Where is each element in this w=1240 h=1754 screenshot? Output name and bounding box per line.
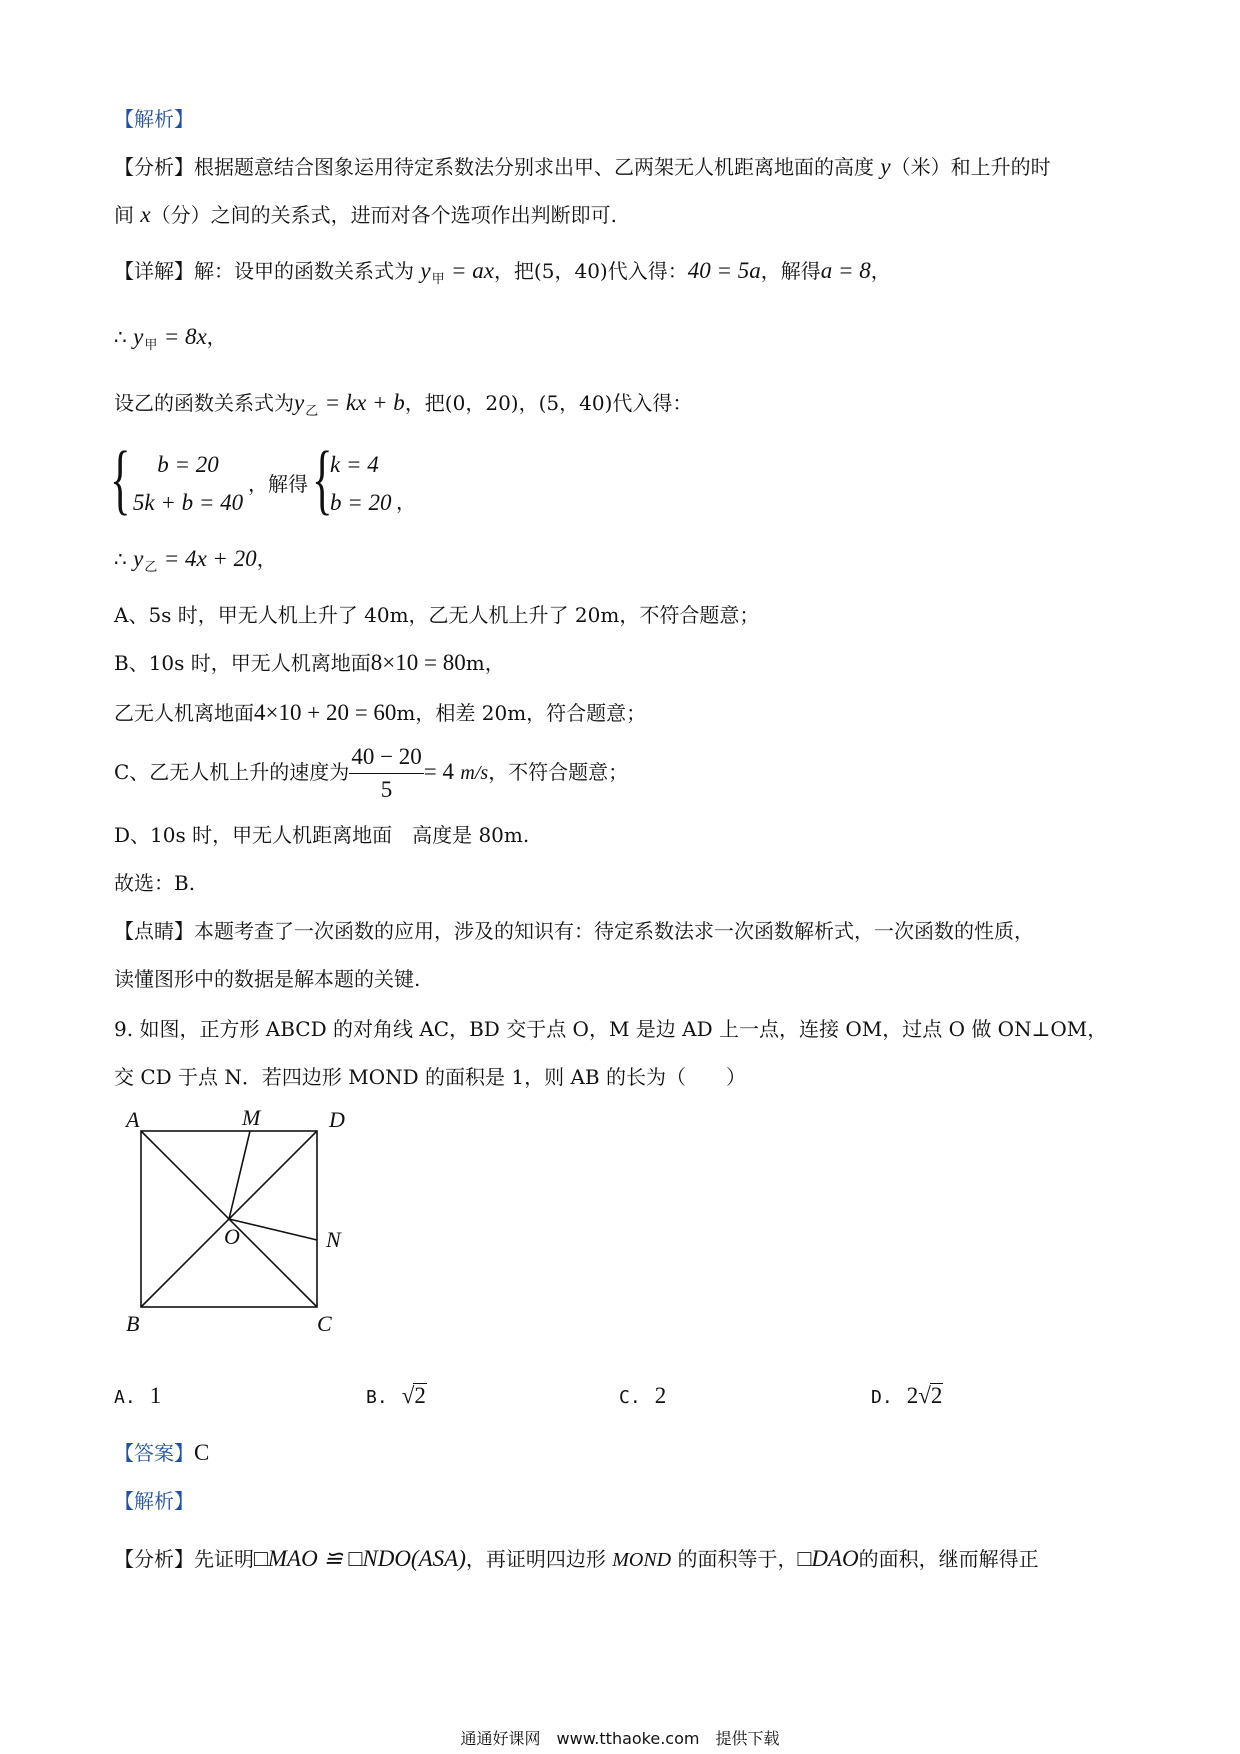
equation: = 8x xyxy=(163,324,207,349)
var-y-jia xyxy=(420,258,445,286)
analysis-text: 的面积，继而解得正 xyxy=(858,1547,1039,1571)
result-line-yi xyxy=(114,544,277,583)
subscript-yi: 乙 xyxy=(144,560,158,575)
fraction xyxy=(349,741,423,806)
set-yi-line xyxy=(114,388,692,427)
solution-row-1: k = 4 xyxy=(330,452,379,477)
choice-value: 2 xyxy=(654,1383,667,1408)
tag-daan: 【答案】 xyxy=(114,1441,194,1465)
detail-text: 设乙的函数关系式为 xyxy=(114,391,294,415)
label-m: M xyxy=(242,1105,261,1130)
analysis-paragraph-line-1 xyxy=(114,152,1051,182)
tag-fenxi: 【分析】 xyxy=(114,155,194,179)
option-c-analysis xyxy=(114,740,628,806)
label-o: O xyxy=(224,1224,240,1249)
label-c: C xyxy=(317,1311,332,1336)
tag-dianjing: 【点睛】 xyxy=(114,919,194,943)
detail-text: B、10s 时，甲无人机离地面 xyxy=(114,651,371,675)
quadrilateral-name: MOND xyxy=(612,1549,672,1571)
equation: 8×10 = 80 xyxy=(370,650,466,675)
subscript-yi: 乙 xyxy=(305,404,319,419)
analysis-text: （米）和上升的时 xyxy=(890,155,1051,179)
equation: 4×10 + 20 = 60 xyxy=(254,700,397,725)
choice-d[interactable] xyxy=(871,1383,943,1409)
system-row-1: b = 20 xyxy=(157,452,219,477)
analysis-text: （分）之间的关系式，进而对各个选项作出判断即可. xyxy=(150,203,617,227)
section-analysis-heading xyxy=(114,104,194,134)
choice-value: 1 xyxy=(149,1383,162,1408)
analysis-paragraph-line-2 xyxy=(114,200,617,230)
equation: 40 = 5a xyxy=(687,258,761,283)
radicand: 2 xyxy=(930,1383,943,1408)
detail-text: m，相差 20m，符合题意； xyxy=(396,701,647,725)
detail-text: ，把(5，40)代入得： xyxy=(493,259,688,283)
detail-text: 解：设甲的函数关系式为 xyxy=(194,259,414,283)
option-a-analysis: A、5s 时，甲无人机上升了 40m，乙无人机上升了 20m，不符合题意； xyxy=(114,603,760,627)
equation: = ax xyxy=(450,258,494,283)
choice-label: B. xyxy=(366,1387,388,1408)
segment-on xyxy=(229,1219,317,1240)
unit: m/s xyxy=(460,762,489,784)
subscript-jia: 甲 xyxy=(144,338,158,353)
fraction-denominator: 5 xyxy=(380,777,393,802)
tag-xiangjie: 【详解】 xyxy=(114,259,194,283)
question-9-line-1: 9. 如图，正方形 ABCD 的对角线 AC，BD 交于点 O，M 是边 AD 上一点，连接 OM，过点 O 做 ON⊥OM， xyxy=(114,1017,1108,1041)
choice-b[interactable] xyxy=(366,1383,427,1409)
therefore-symbol: ∴ xyxy=(114,547,127,571)
var-y: y xyxy=(880,154,891,179)
section-analysis-heading-2 xyxy=(114,1486,194,1516)
choice-label: A. xyxy=(114,1387,136,1408)
var-y: y xyxy=(133,324,144,349)
option-d-analysis: D、10s 时，甲无人机距离地面 高度是 80m. xyxy=(114,823,530,847)
punctuation: ， xyxy=(870,259,891,283)
equation: = kx + b xyxy=(324,390,405,415)
sqrt-expression: 2√2 xyxy=(906,1383,943,1408)
tag-fenxi: 【分析】 xyxy=(114,1547,194,1571)
left-brace: { xyxy=(110,435,131,522)
system-row-2: 5k + b = 40 xyxy=(132,490,244,515)
var-x: x xyxy=(140,202,151,227)
var-y: y xyxy=(420,258,431,283)
tag-jiexi: 【解析】 xyxy=(114,1489,194,1513)
equation: a = 8 xyxy=(820,258,871,283)
equation: = 4 xyxy=(423,759,455,784)
point-text: 本题考查了一次函数的应用，涉及的知识有：待定系数法求一次函数解析式，一次函数的性质， xyxy=(194,919,1034,943)
subscript-jia: 甲 xyxy=(431,271,445,286)
equation: □DAO xyxy=(797,1546,859,1571)
choice-line: 故选：B. xyxy=(114,871,196,895)
punctuation: ， xyxy=(256,547,277,571)
fraction-numerator: 40 − 20 xyxy=(349,741,423,774)
square-figure xyxy=(100,1105,380,1345)
point-line-1 xyxy=(114,916,1034,946)
analysis-text: 根据题意结合图象运用待定系数法分别求出甲、乙两架无人机距离地面的高度 xyxy=(194,155,874,179)
left-brace: { xyxy=(312,435,333,522)
label-b: B xyxy=(126,1311,140,1336)
var-y: y xyxy=(133,546,144,571)
option-b-analysis-1 xyxy=(114,648,505,678)
answer-line xyxy=(114,1438,209,1468)
tag-jiexi: 【解析】 xyxy=(114,107,194,131)
var-y: y xyxy=(294,390,305,415)
choice-a[interactable] xyxy=(114,1383,161,1409)
analysis-text: 先证明 xyxy=(194,1547,254,1571)
point-line-2: 读懂图形中的数据是解本题的关键. xyxy=(114,967,421,991)
analysis-text: 的面积等于， xyxy=(677,1547,798,1571)
label-n: N xyxy=(326,1227,341,1252)
punctuation: ， xyxy=(206,325,227,349)
detail-text: 乙无人机离地面 xyxy=(114,701,254,725)
solve-text: ，解得 xyxy=(248,472,308,496)
detail-text: ，解得 xyxy=(760,259,821,283)
segment-om xyxy=(229,1131,250,1219)
therefore-symbol: ∴ xyxy=(114,325,127,349)
choice-c[interactable] xyxy=(619,1383,666,1409)
detail-text: C、乙无人机上升的速度为 xyxy=(114,760,350,784)
label-a: A xyxy=(126,1107,140,1132)
analysis-text: ，再证明四边形 xyxy=(465,1547,606,1571)
analysis-text: 间 xyxy=(114,203,134,227)
choice-label: D. xyxy=(871,1387,893,1408)
option-b-analysis-2 xyxy=(114,698,646,728)
detail-line-1 xyxy=(114,256,891,294)
analysis-2-line xyxy=(114,1544,1039,1575)
equation: □MAO ≌ □NDO(ASA) xyxy=(254,1546,466,1571)
radicand: 2 xyxy=(414,1383,426,1408)
result-line-jia xyxy=(114,322,227,361)
coefficient: 2 xyxy=(906,1383,919,1408)
sqrt-expression: √2 xyxy=(401,1383,426,1408)
detail-text: ，不符合题意； xyxy=(488,760,629,784)
answer-value: C xyxy=(194,1440,210,1465)
detail-text: m， xyxy=(465,651,505,675)
solution-row-2: b = 20 xyxy=(330,490,392,515)
choice-label: C. xyxy=(619,1387,641,1408)
label-d: D xyxy=(329,1107,345,1132)
punctuation: ， xyxy=(396,490,416,514)
detail-text: ，把(0，20)，(5，40)代入得： xyxy=(404,391,693,415)
equation: = 4x + 20 xyxy=(163,546,257,571)
question-9-line-2: 交 CD 于点 N．若四边形 MOND 的面积是 1，则 AB 的长为（ ） xyxy=(114,1065,746,1089)
footer-source: 通通好课网 www.tthaoke.com 提供下载 xyxy=(460,1729,780,1748)
